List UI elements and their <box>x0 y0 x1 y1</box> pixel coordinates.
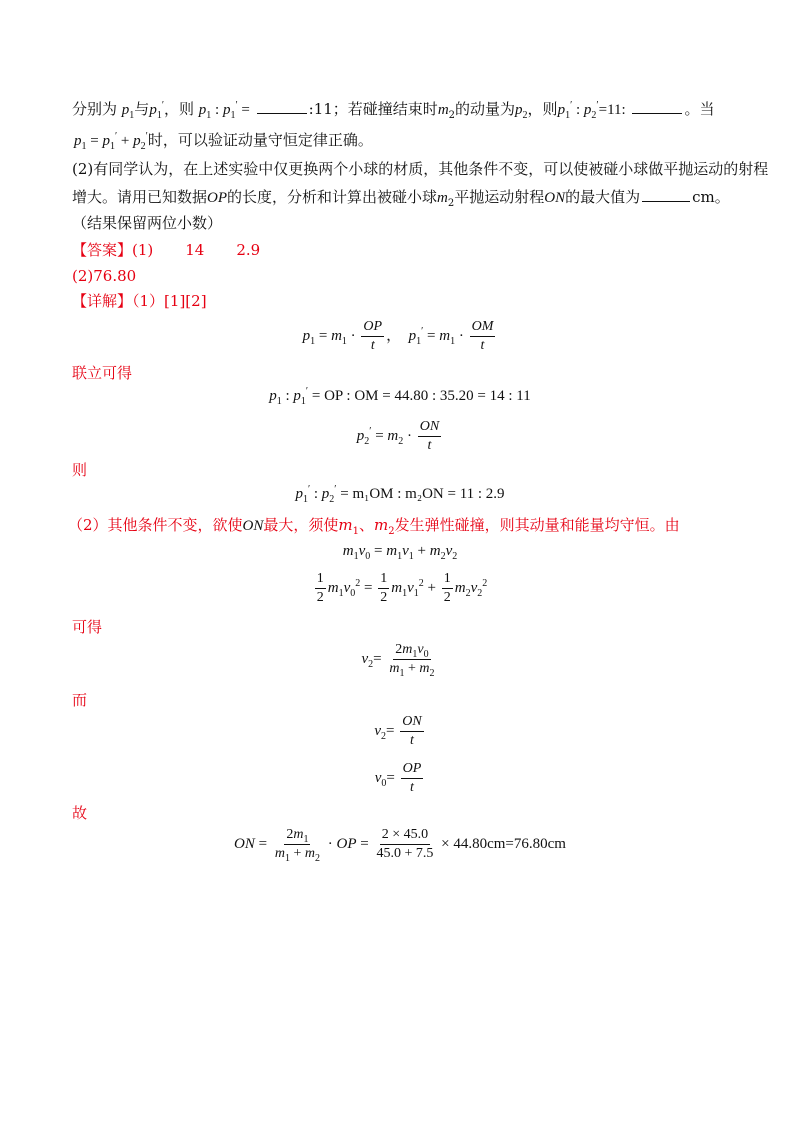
question-line-1: 分别为 $p_1$与$p_1'$，则 $p_1$ : $p_1'$ = :11；若碰撞结束时$m_2$的动量为$p_2$，则$p_1'$ : $p_2'=11$: 。当 <box>72 100 715 121</box>
question-line-2: $p_1 = p_1' + p_2'$时，可以验证动量守恒定律正确。 <box>74 131 373 152</box>
text-gu: 故 <box>72 804 88 822</box>
text-kede: 可得 <box>72 618 103 636</box>
answer-line-2: (2)76.80 <box>72 267 137 285</box>
question-line-3: (2)有同学认为，在上述实验中仅更换两个小球的材质，其他条件不变，可以使被碰小球做平抛运动的射程 <box>72 160 769 178</box>
detail-heading: 【详解】（1）[1][2] <box>72 292 207 310</box>
equation-ratio-1: $p_1$ : $p_1'$ = OP : OM = 44.80 : 35.20 = 14 : 11 <box>269 386 531 407</box>
answer-blank-1 <box>257 98 307 114</box>
equation-v2-ON: $v_2=$ $\frac{ON}{t}$ <box>374 714 422 748</box>
text-ze: 则 <box>72 461 88 479</box>
detail-part-2: （2）其他条件不变，欲使ON最大，须使$m_1$、$m_2$发生弹性碰撞，则其动量和能量均守恒。由 <box>68 516 680 537</box>
answer-blank-2 <box>632 98 682 114</box>
question-line-5: （结果保留两位小数） <box>72 214 223 232</box>
answer-blank-3 <box>642 186 690 202</box>
equation-energy-conservation: $\frac{1}{2}$ $m_1v_0^2$ = $\frac{1}{2}$ $m_1v_1^2$ + $\frac{1}{2}$ $m_2v_2^2$ <box>316 571 488 605</box>
equation-v2: $v_2=$ $\frac{2m_1v_0}{m_1 + m_2}$ <box>361 642 435 679</box>
equation-momentum-conservation: $m_1v_0 = m_1v_1 + m_2v_2$ <box>342 543 458 562</box>
equation-final-ON: ON = $\frac{2m_1}{m_1 + m_2}$ · OP = $\frac{2 \times 45.0}{45.0 + 7.5}$ × 44.80cm=76.80cm <box>234 827 566 864</box>
answer-line-1: 【答案】(1) 14 2.9 <box>72 241 261 259</box>
text-er: 而 <box>72 691 88 709</box>
equation-ratio-2: $p_1'$ : $p_2' = m_1OM$ : m₂ON = 11 : 2.9 <box>295 484 505 505</box>
question-line-4: 增大。请用已知数据OP的长度，分析和计算出被碰小球$m_2$平抛运动射程ON的最大值为 cm。 <box>72 188 730 209</box>
equation-p2: $p_2' = m_2$ · $\frac{ON}{t}$ <box>356 419 440 453</box>
text-lianli: 联立可得 <box>72 364 133 382</box>
equation-v0-OP: $v_0=$ $\frac{OP}{t}$ <box>374 761 422 795</box>
equation-momentum-definition: $p_1 = m_1$ · $\frac{OP}{t}$ ， $p_1' = m_1$ · $\frac{OM}{t}$ <box>302 319 494 353</box>
